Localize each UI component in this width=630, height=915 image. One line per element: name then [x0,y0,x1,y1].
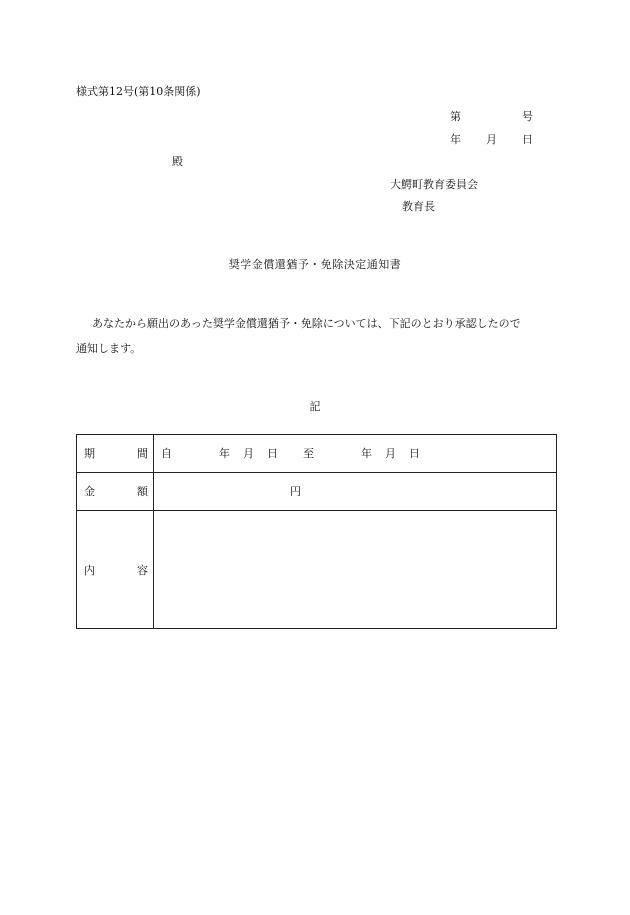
table-row-period [77,435,556,473]
body-text-line-2: 通知します。 [76,342,142,355]
period-from-label: 自 [161,447,172,460]
period-from-day: 日 [267,447,278,460]
form-number: 様式第12号(第10条関係) [76,85,201,98]
period-to-label: 至 [303,447,314,460]
date-day-label: 日 [522,133,533,146]
amount-label-char-2: 額 [137,485,148,498]
period-to-month: 月 [385,447,396,460]
amount-unit-yen: 円 [290,485,301,498]
period-to-day: 日 [409,447,420,460]
table-row-amount [77,473,556,511]
date-year-label: 年 [450,133,461,146]
document-number-suffix: 号 [522,110,533,123]
detail-table [76,434,557,629]
amount-label-char-1: 金 [84,485,95,498]
document-title: 奨学金償還猶予・免除決定通知書 [228,258,402,271]
period-label-char-1: 期 [84,447,95,460]
content-label-char-2: 容 [137,564,148,577]
issuer-organization: 大鰐町教育委員会 [390,178,478,191]
document-number-prefix: 第 [450,110,461,123]
content-label-char-1: 内 [84,564,95,577]
issuer-title: 教育長 [402,200,435,213]
body-text-line-1: あなたから願出のあった奨学金償還猶予・免除については、下記のとおり承認したので [92,317,521,330]
period-label-char-2: 間 [137,447,148,460]
table-row-content [77,511,556,628]
period-from-month: 月 [243,447,254,460]
period-from-year: 年 [219,447,230,460]
addressee-suffix: 殿 [172,155,183,168]
ki-heading: 記 [309,400,321,413]
period-to-year: 年 [361,447,372,460]
date-month-label: 月 [486,133,497,146]
